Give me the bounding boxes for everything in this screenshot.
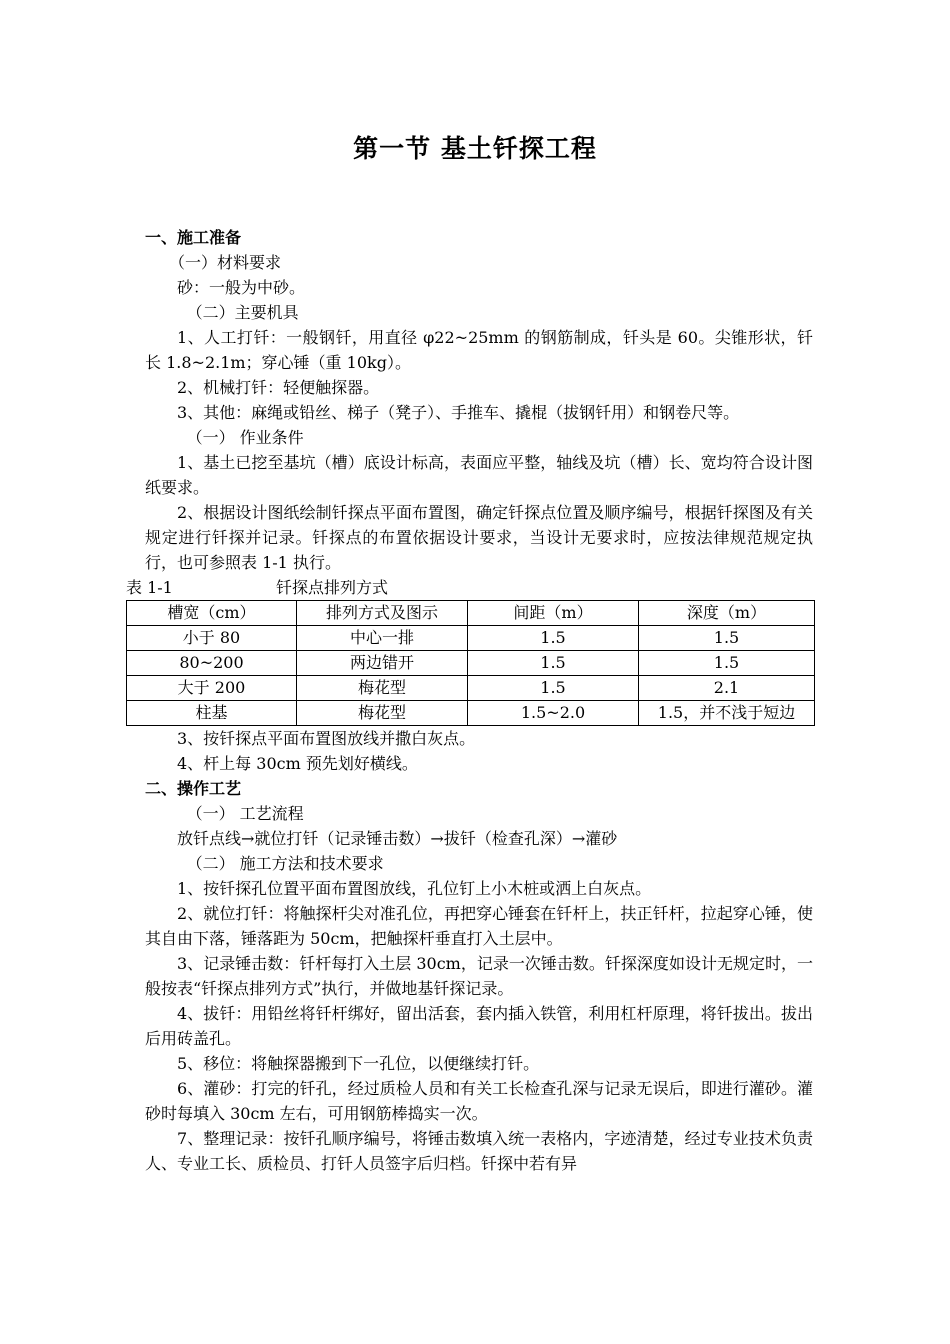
paragraph: 6、灌砂：打完的钎孔，经过质检人员和有关工长检查孔深与记录无误后，即进行灌砂。灌砂时每填入 30cm 左右，可用钢筋棒捣实一次。 [145,1079,813,1123]
table-cell: 大于 200 [127,676,297,701]
paragraph: 砂：一般为中砂。 [177,278,306,297]
paragraph: 1、人工打钎：一般钢钎，用直径 φ22~25mm 的钢筋制成，钎头是 60。尖锥形状，钎长 1.8~2.1m；穿心锤（重 10kg）。 [145,328,813,372]
table-cell: 1.5 [468,626,639,651]
paragraph: 2、机械打钎：轻便触探器。 [177,378,380,397]
table-row [127,676,815,701]
table-cell: 1.5 [639,651,815,676]
table-cell: 1.5，并不浅于短边 [639,701,815,726]
section-heading: 一、施工准备 [145,228,242,247]
paragraph: 2、就位打钎：将触探杆尖对准孔位，再把穿心锤套在钎杆上，扶正钎杆，拉起穿心锤，使其自由下落，锤落距为 50cm，把触探杆垂直打入土层中。 [145,904,813,948]
table-caption [126,575,813,600]
paragraph: 1、基土已挖至基坑（槽）底设计标高，表面应平整，轴线及坑（槽）长、宽均符合设计图纸要求。 [145,453,813,497]
header-cell: 间距（m） [468,601,639,626]
table-cell: 1.5~2.0 [468,701,639,726]
table-title: 钎探点排列方式 [276,578,389,597]
subsection-heading: （二） 施工方法和技术要求 [186,854,384,873]
paragraph: 4、杆上每 30cm 预先划好横线。 [177,754,418,773]
subsection-heading: （一） 工艺流程 [186,804,304,823]
table-header-row [127,601,815,626]
table-row [127,651,815,676]
table-row [127,701,815,726]
paragraph: 3、按钎探点平面布置图放线并撒白灰点。 [177,729,476,748]
subsection-heading: （二）主要机具 [186,303,299,322]
subsection-heading: （一） 作业条件 [186,428,304,447]
table-cell: 梅花型 [297,676,468,701]
table-cell: 柱基 [127,701,297,726]
document-body [126,225,813,1176]
table-cell: 小于 80 [127,626,297,651]
table-cell: 1.5 [468,676,639,701]
table-cell: 2.1 [639,676,815,701]
header-cell: 槽宽（cm） [127,601,297,626]
process-flow: 放钎点线→就位打钎（记录锤击数）→拔钎（检查孔深）→灌砂 [177,829,618,848]
table-row [127,626,815,651]
table-cell: 两边错开 [297,651,468,676]
paragraph: 1、按钎探孔位置平面布置图放线，孔位钉上小木桩或洒上白灰点。 [177,879,652,898]
table-number: 表 1-1 [126,578,173,597]
header-cell: 深度（m） [639,601,815,626]
table-cell: 中心一排 [297,626,468,651]
section-heading: 二、操作工艺 [145,779,242,798]
header-cell: 排列方式及图示 [297,601,468,626]
arrangement-table [126,600,815,726]
paragraph: 3、记录锤击数：钎杆每打入土层 30cm，记录一次锤击数。钎探深度如设计无规定时，一般按表“钎探点排列方式”执行，并做地基钎探记录。 [145,954,813,998]
table-cell: 1.5 [639,626,815,651]
table-cell: 梅花型 [297,701,468,726]
paragraph: 2、根据设计图纸绘制钎探点平面布置图，确定钎探点位置及顺序编号，根据钎探图及有关规定进行钎探并记录。钎探点的布置依据设计要求，当设计无要求时，应按法律规范规定执行，也可参照表 1-1 执行。 [145,503,813,572]
table-cell: 80~200 [127,651,297,676]
page-title: 第一节 基土钎探工程 [353,134,597,163]
table-cell: 1.5 [468,651,639,676]
paragraph: 4、拔钎：用铅丝将钎杆绑好，留出活套，套内插入铁管，利用杠杆原理，将钎拔出。拔出后用砖盖孔。 [145,1004,813,1048]
paragraph: 5、移位：将触探器搬到下一孔位，以便继续打钎。 [177,1054,540,1073]
subsection-heading: （一）材料要求 [169,253,282,272]
paragraph: 3、其他：麻绳或铅丝、梯子（凳子）、手推车、撬棍（拔钢钎用）和钢卷尺等。 [177,403,740,422]
paragraph: 7、整理记录：按钎孔顺序编号，将锤击数填入统一表格内，字迹清楚，经过专业技术负责人、专业工长、质检员、打钎人员签字后归档。钎探中若有异 [145,1129,813,1173]
